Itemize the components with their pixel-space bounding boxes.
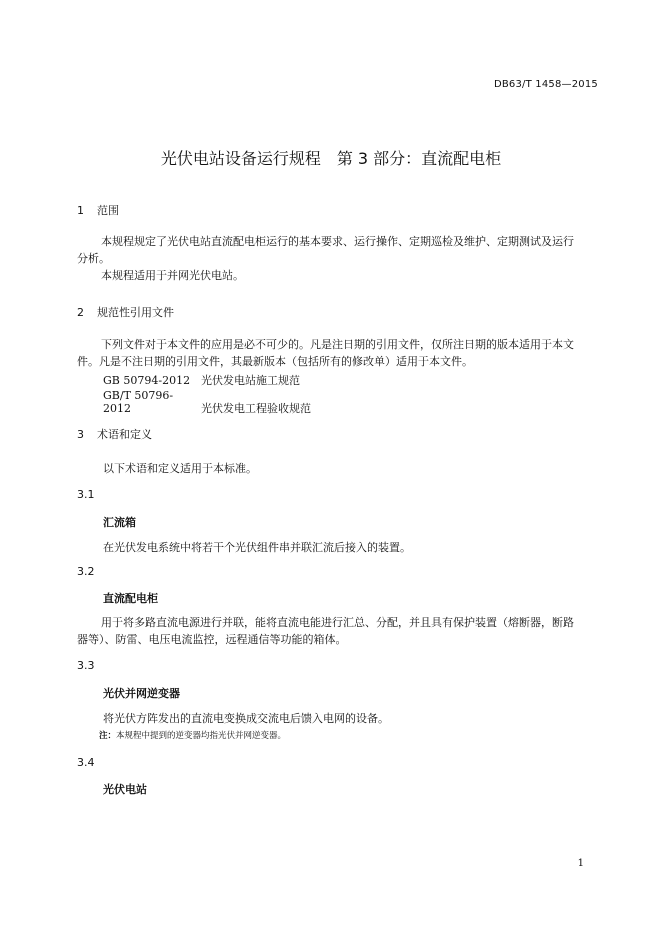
term-name: 直流配电柜 [103, 592, 158, 605]
page-number: 1 [577, 858, 584, 869]
term-name: 光伏电站 [103, 783, 147, 796]
term-definition-line-1: 用于将多路直流电源进行并联，能将直流电能进行汇总、分配，并且具有保护装置（熔断器，断路 [101, 616, 574, 629]
note-label: 注： [99, 731, 117, 741]
term-note [99, 729, 286, 741]
section-1-heading [77, 202, 119, 218]
term-number: 3.3 [77, 659, 95, 672]
section-2-para-1-line-1: 下列文件对于本文件的应用是必不可少的。凡是注日期的引用文件，仅所注日期的版本适用于本文 [101, 338, 574, 351]
reference-item [103, 372, 300, 388]
section-3-intro: 以下术语和定义适用于本标准。 [103, 462, 257, 475]
term-definition-line-2: 器等）、防雷、电压电流监控，远程通信等功能的箱体。 [77, 633, 347, 646]
section-number: 1 [77, 204, 84, 217]
section-title: 术语和定义 [97, 428, 152, 441]
term-definition: 将光伏方阵发出的直流电变换成交流电后馈入电网的设备。 [103, 712, 389, 725]
section-1-para-1-line-2: 分析。 [77, 252, 110, 265]
term-name: 汇流箱 [103, 516, 136, 529]
section-1-para-1-line-1: 本规程规定了光伏电站直流配电柜运行的基本要求、运行操作、定期巡检及维护、定期测试及运行 [101, 235, 574, 248]
section-3-heading [77, 426, 152, 442]
reference-title: 光伏发电工程验收规范 [201, 402, 311, 415]
section-1-para-2: 本规程适用于并网光伏电站。 [101, 269, 244, 282]
section-2-heading [77, 304, 174, 320]
section-number: 2 [77, 306, 84, 319]
reference-code: GB 50794-2012 [103, 374, 191, 387]
note-text: 本规程中提到的逆变器均指光伏并网逆变器。 [116, 731, 287, 741]
term-definition: 在光伏发电系统中将若干个光伏组件串并联汇流后接入的装置。 [103, 541, 411, 554]
term-number: 3.4 [77, 756, 95, 769]
term-number: 3.2 [77, 565, 95, 578]
section-number: 3 [77, 428, 84, 441]
reference-code: GB/T 50796-2012 [103, 389, 174, 415]
section-2-para-1-line-2: 件。凡是不注日期的引用文件，其最新版本（包括所有的修改单）适用于本文件。 [77, 355, 473, 368]
document-code: DB63/T 1458—2015 [493, 79, 598, 90]
document-title: 光伏电站设备运行规程 第 3 部分：直流配电柜 [160, 149, 502, 168]
term-number: 3.1 [77, 488, 95, 501]
section-title: 规范性引用文件 [97, 306, 174, 319]
reference-title: 光伏发电站施工规范 [201, 374, 300, 387]
section-title: 范围 [97, 204, 119, 217]
reference-item [103, 389, 311, 416]
term-name: 光伏并网逆变器 [103, 687, 180, 700]
